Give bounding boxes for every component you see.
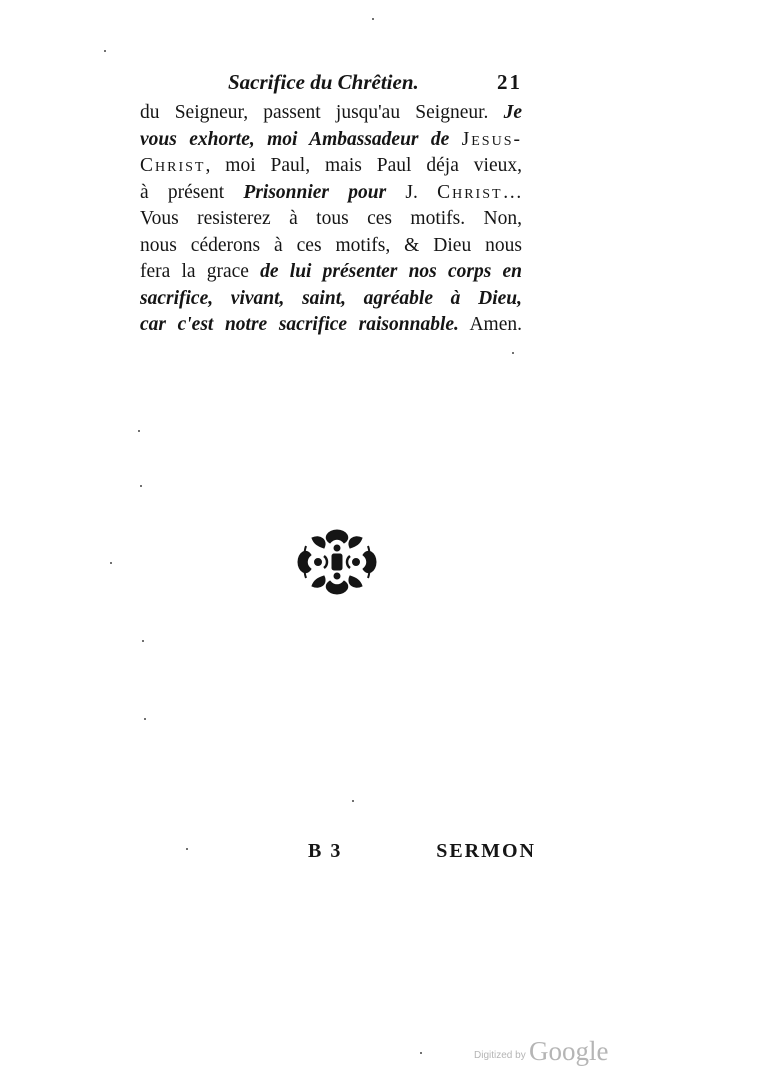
italic-span: de lui présenter nos corps en <box>260 261 522 282</box>
scan-speck <box>144 718 146 720</box>
scan-speck <box>512 352 514 354</box>
scan-speck <box>142 640 144 642</box>
text-span: J. <box>405 181 418 203</box>
text-line <box>140 259 522 286</box>
scan-speck <box>138 430 140 432</box>
text-line: sacrifice, vivant, saint, agréable à Dieu, <box>140 287 522 309</box>
scan-speck <box>104 50 106 52</box>
floral-tailpiece-ornament-icon <box>294 526 380 598</box>
italic-span: car c'est notre sacrifice raisonnable. <box>140 314 459 335</box>
digitized-watermark <box>474 1036 614 1070</box>
scan-speck <box>110 562 112 564</box>
page-number: 21 <box>497 70 522 94</box>
text-span: du Seigneur, passent jusqu'au Seigneur. <box>140 102 489 123</box>
text-line <box>140 153 522 180</box>
body-text <box>140 100 522 339</box>
smallcaps-span: Christ <box>437 181 503 203</box>
scan-speck <box>372 18 374 20</box>
text-line <box>140 100 522 127</box>
footer-signature-line <box>300 840 536 872</box>
text-span: … <box>502 181 523 203</box>
text-line <box>140 180 522 207</box>
text-span: fera la grace <box>140 261 249 282</box>
text-span: à présent <box>140 181 225 203</box>
text-span: Amen. <box>469 314 522 335</box>
scan-speck <box>140 485 142 487</box>
catchword: SERMON <box>436 840 536 862</box>
scan-speck <box>420 1052 422 1054</box>
text-span: , moi Paul, mais Paul déja vieux, <box>205 155 522 176</box>
watermark-logo-text: Google <box>529 1036 609 1066</box>
smallcaps-span: Christ <box>140 155 206 176</box>
running-title: Sacrifice du Chrêtien. <box>228 70 419 94</box>
text-line: nous céderons à ces motifs, & Dieu nous <box>140 234 522 256</box>
scan-speck <box>352 800 354 802</box>
text-line <box>140 127 522 154</box>
watermark-small-text: Digitized by <box>474 1050 526 1061</box>
italic-span: vous exhorte, moi Ambassadeur de <box>140 128 450 150</box>
text-line <box>140 312 522 339</box>
text-line: Vous resisterez à tous ces motifs. Non, <box>140 208 522 229</box>
signature-mark: B 3 <box>308 840 343 862</box>
italic-span: Prisonnier pour <box>243 181 387 203</box>
italic-span: Je <box>503 102 523 123</box>
smallcaps-span: Jesus- <box>461 128 522 150</box>
running-head <box>140 70 522 100</box>
scan-speck <box>186 848 188 850</box>
